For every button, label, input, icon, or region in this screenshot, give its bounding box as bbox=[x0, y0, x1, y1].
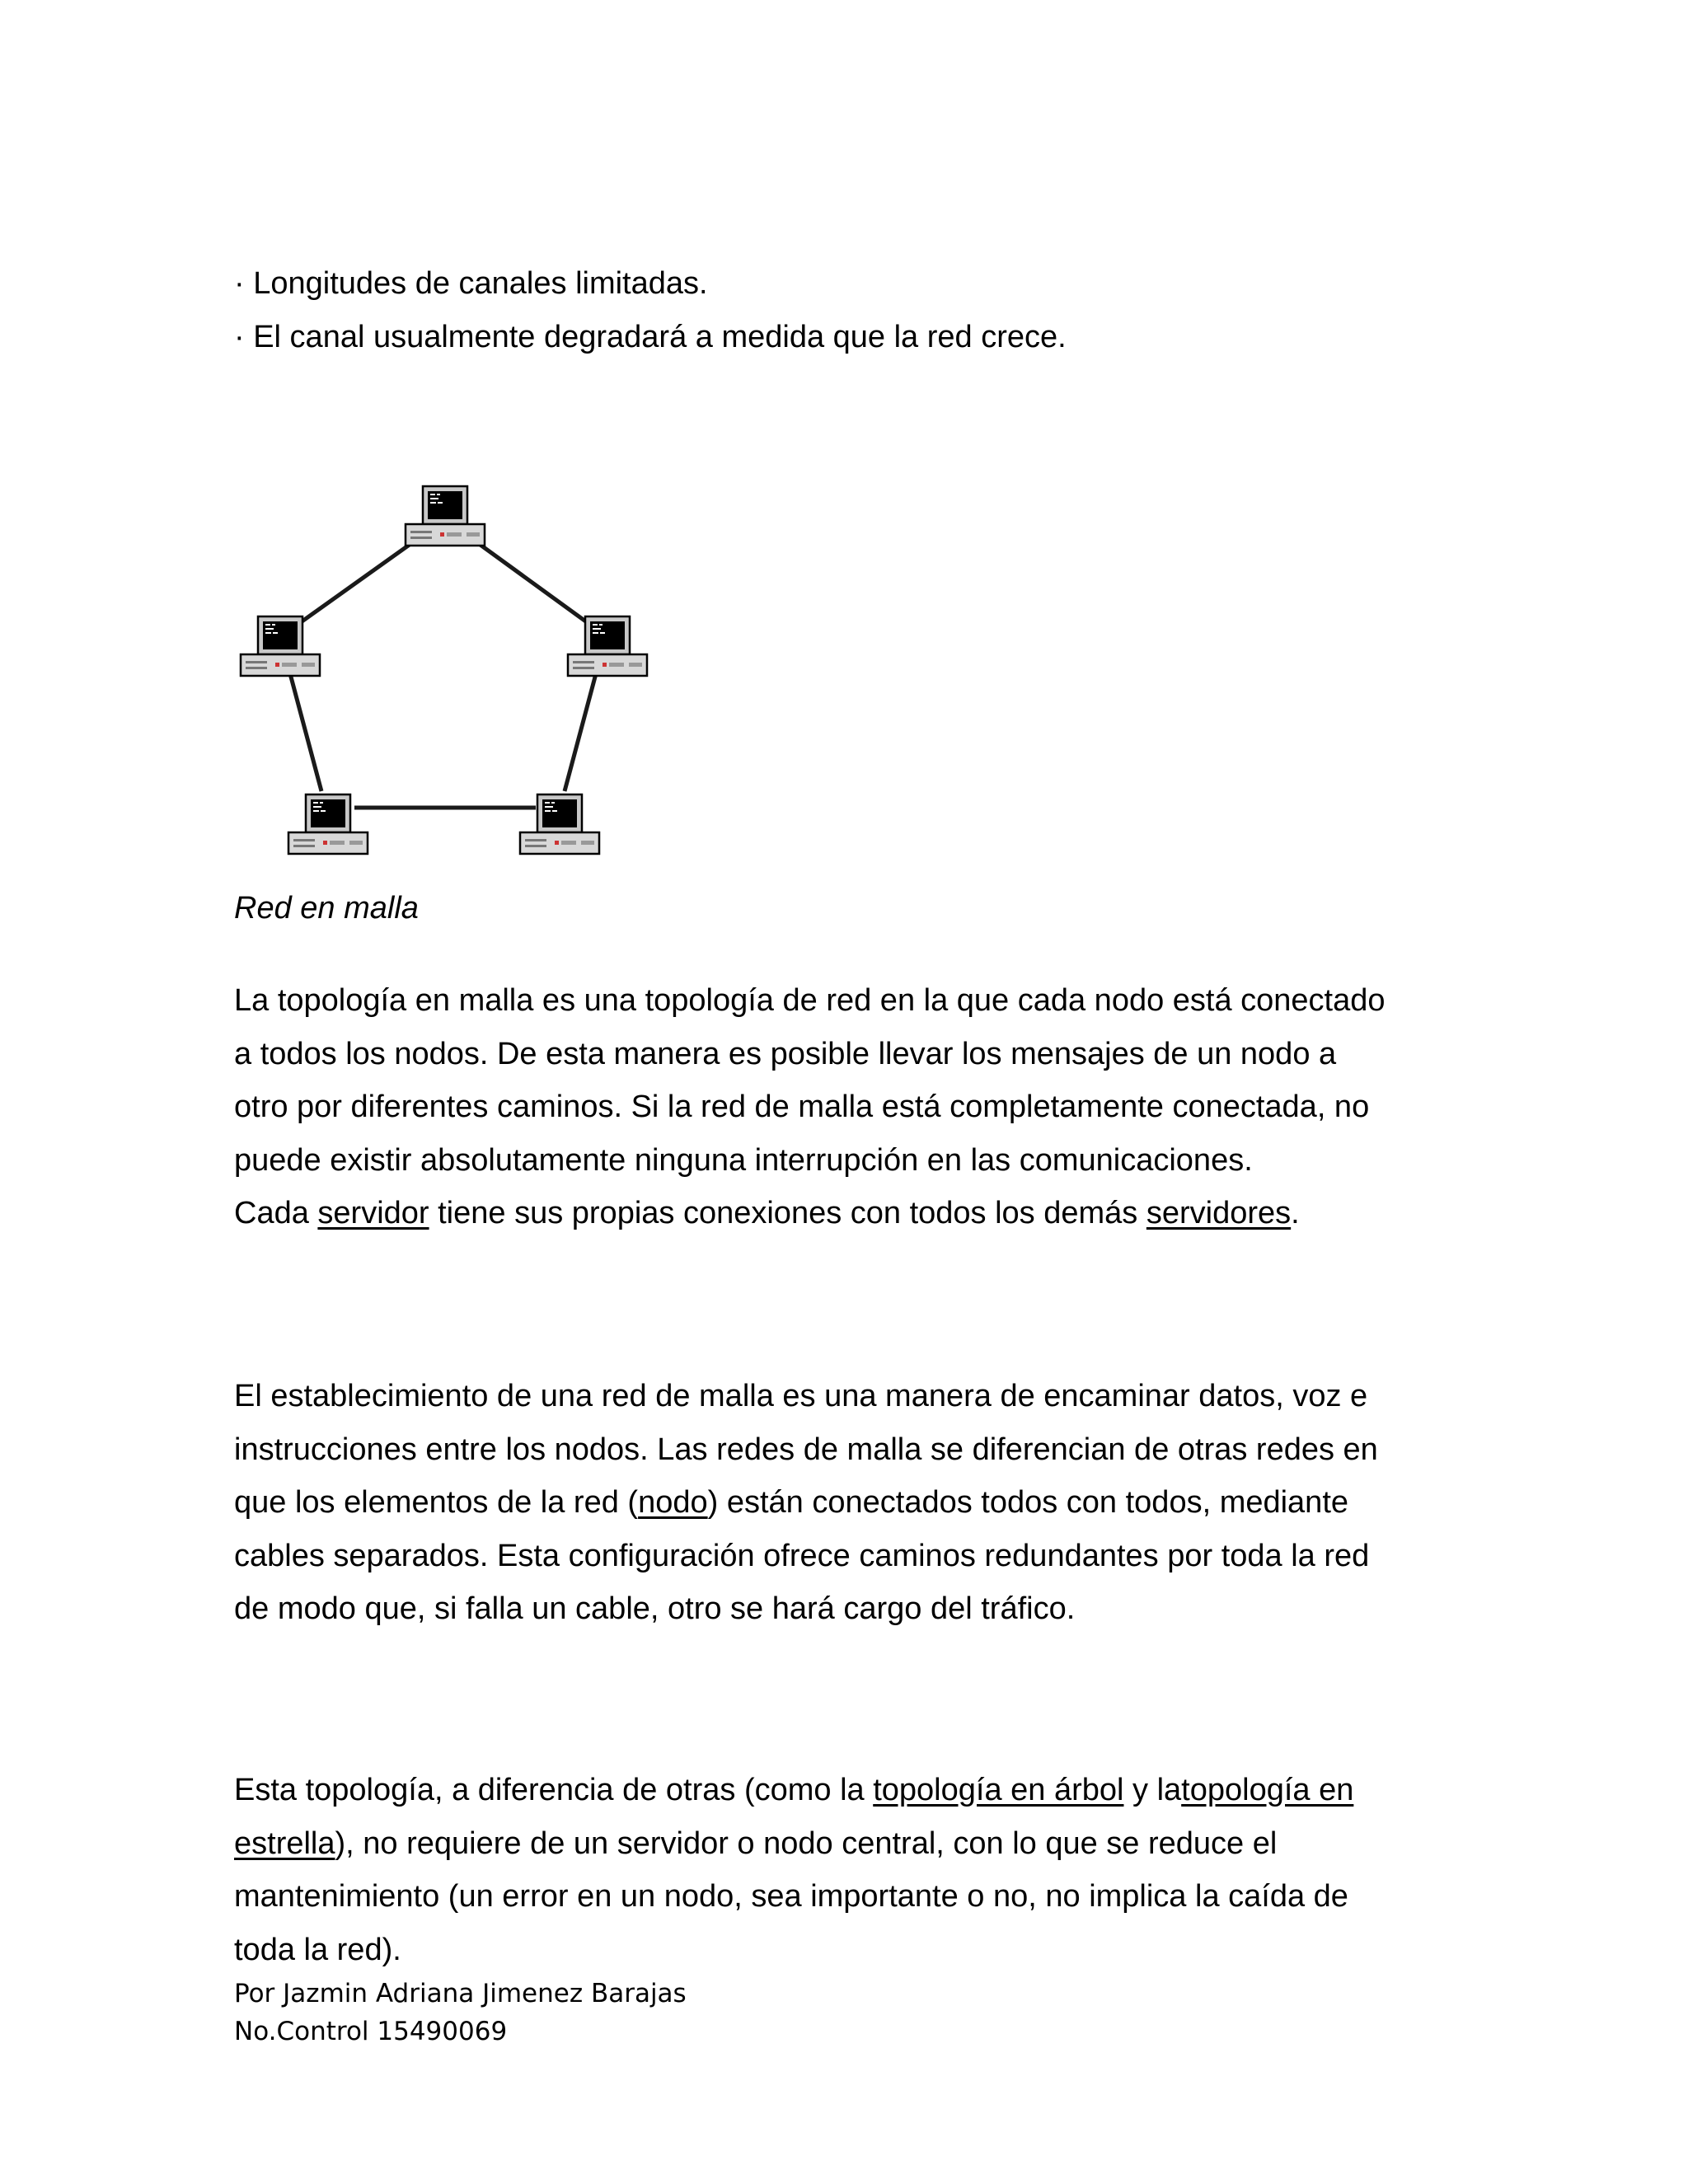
control-number: No.Control 15490069 bbox=[234, 2017, 508, 2046]
text-fragment: . bbox=[1291, 1196, 1300, 1230]
text-fragment: ) están conectados todos con todos, mediante bbox=[707, 1485, 1349, 1520]
text-line: instrucciones entre los nodos. Las redes de malla se diferencian de otras redes en bbox=[234, 1432, 1378, 1467]
computer-icon bbox=[568, 616, 647, 676]
text-line bbox=[234, 1187, 1470, 1240]
text-line: mantenimiento (un error en un nodo, sea importante o no, no implica la caída de bbox=[234, 1879, 1348, 1914]
text-line: cables separados. Esta configuración ofrece caminos redundantes por toda la red bbox=[234, 1538, 1370, 1573]
computer-icon bbox=[241, 616, 320, 676]
text-line: La topología en malla es una topología de red en la que cada nodo está conectado bbox=[234, 983, 1386, 1018]
paragraph-mesh-establishment bbox=[234, 1370, 1470, 1636]
computer-icon bbox=[520, 794, 599, 854]
text-fragment: Cada bbox=[234, 1196, 318, 1230]
link-nodo[interactable]: nodo bbox=[638, 1485, 708, 1520]
bullet-list bbox=[234, 257, 1067, 364]
author-footer bbox=[234, 1975, 687, 2050]
paragraph-mesh-definition bbox=[234, 974, 1470, 1240]
link-topologia-estrella[interactable]: topología en bbox=[1181, 1773, 1354, 1807]
text-line bbox=[234, 1476, 1470, 1530]
bullet-item: · El canal usualmente degradará a medida que la red crece. bbox=[234, 320, 1067, 354]
text-line: El establecimiento de una red de malla es una manera de encaminar datos, voz e bbox=[234, 1379, 1368, 1413]
text-line: toda la red). bbox=[234, 1932, 401, 1967]
bullet-item: · Longitudes de canales limitadas. bbox=[234, 266, 708, 301]
text-fragment: que los elementos de la red ( bbox=[234, 1485, 639, 1520]
link-servidor[interactable]: servidor bbox=[317, 1196, 429, 1230]
text-fragment: y la bbox=[1123, 1773, 1182, 1807]
text-fragment: ), no requiere de un servidor o nodo central, con lo que se reduce el bbox=[335, 1825, 1278, 1861]
paragraph-mesh-comparison bbox=[234, 1764, 1470, 1976]
text-fragment: Esta topología, a diferencia de otras (como la bbox=[234, 1773, 874, 1807]
mesh-network-diagram bbox=[231, 470, 659, 865]
text-line bbox=[234, 1817, 1470, 1871]
computer-icon bbox=[406, 486, 485, 546]
figure-caption: Red en malla bbox=[234, 891, 419, 926]
mesh-links bbox=[288, 519, 598, 808]
text-fragment: tiene sus propias conexiones con todos los demás bbox=[429, 1196, 1146, 1230]
computer-icon bbox=[288, 794, 368, 854]
text-line: puede existir absolutamente ninguna interrupción en las comunicaciones. bbox=[234, 1142, 1253, 1178]
text-line bbox=[234, 1764, 1470, 1817]
text-line: de modo que, si falla un cable, otro se hará cargo del tráfico. bbox=[234, 1591, 1076, 1626]
text-line: a todos los nodos. De esta manera es posible llevar los mensajes de un nodo a bbox=[234, 1036, 1337, 1071]
link-topologia-estrella[interactable]: estrella bbox=[234, 1825, 335, 1861]
author-name: Por Jazmin Adriana Jimenez Barajas bbox=[234, 1979, 687, 2008]
text-line: otro por diferentes caminos. Si la red de malla está completamente conectada, no bbox=[234, 1090, 1370, 1124]
link-topologia-arbol[interactable]: topología en árbol bbox=[873, 1773, 1124, 1807]
link-servidores[interactable]: servidores bbox=[1146, 1196, 1292, 1230]
